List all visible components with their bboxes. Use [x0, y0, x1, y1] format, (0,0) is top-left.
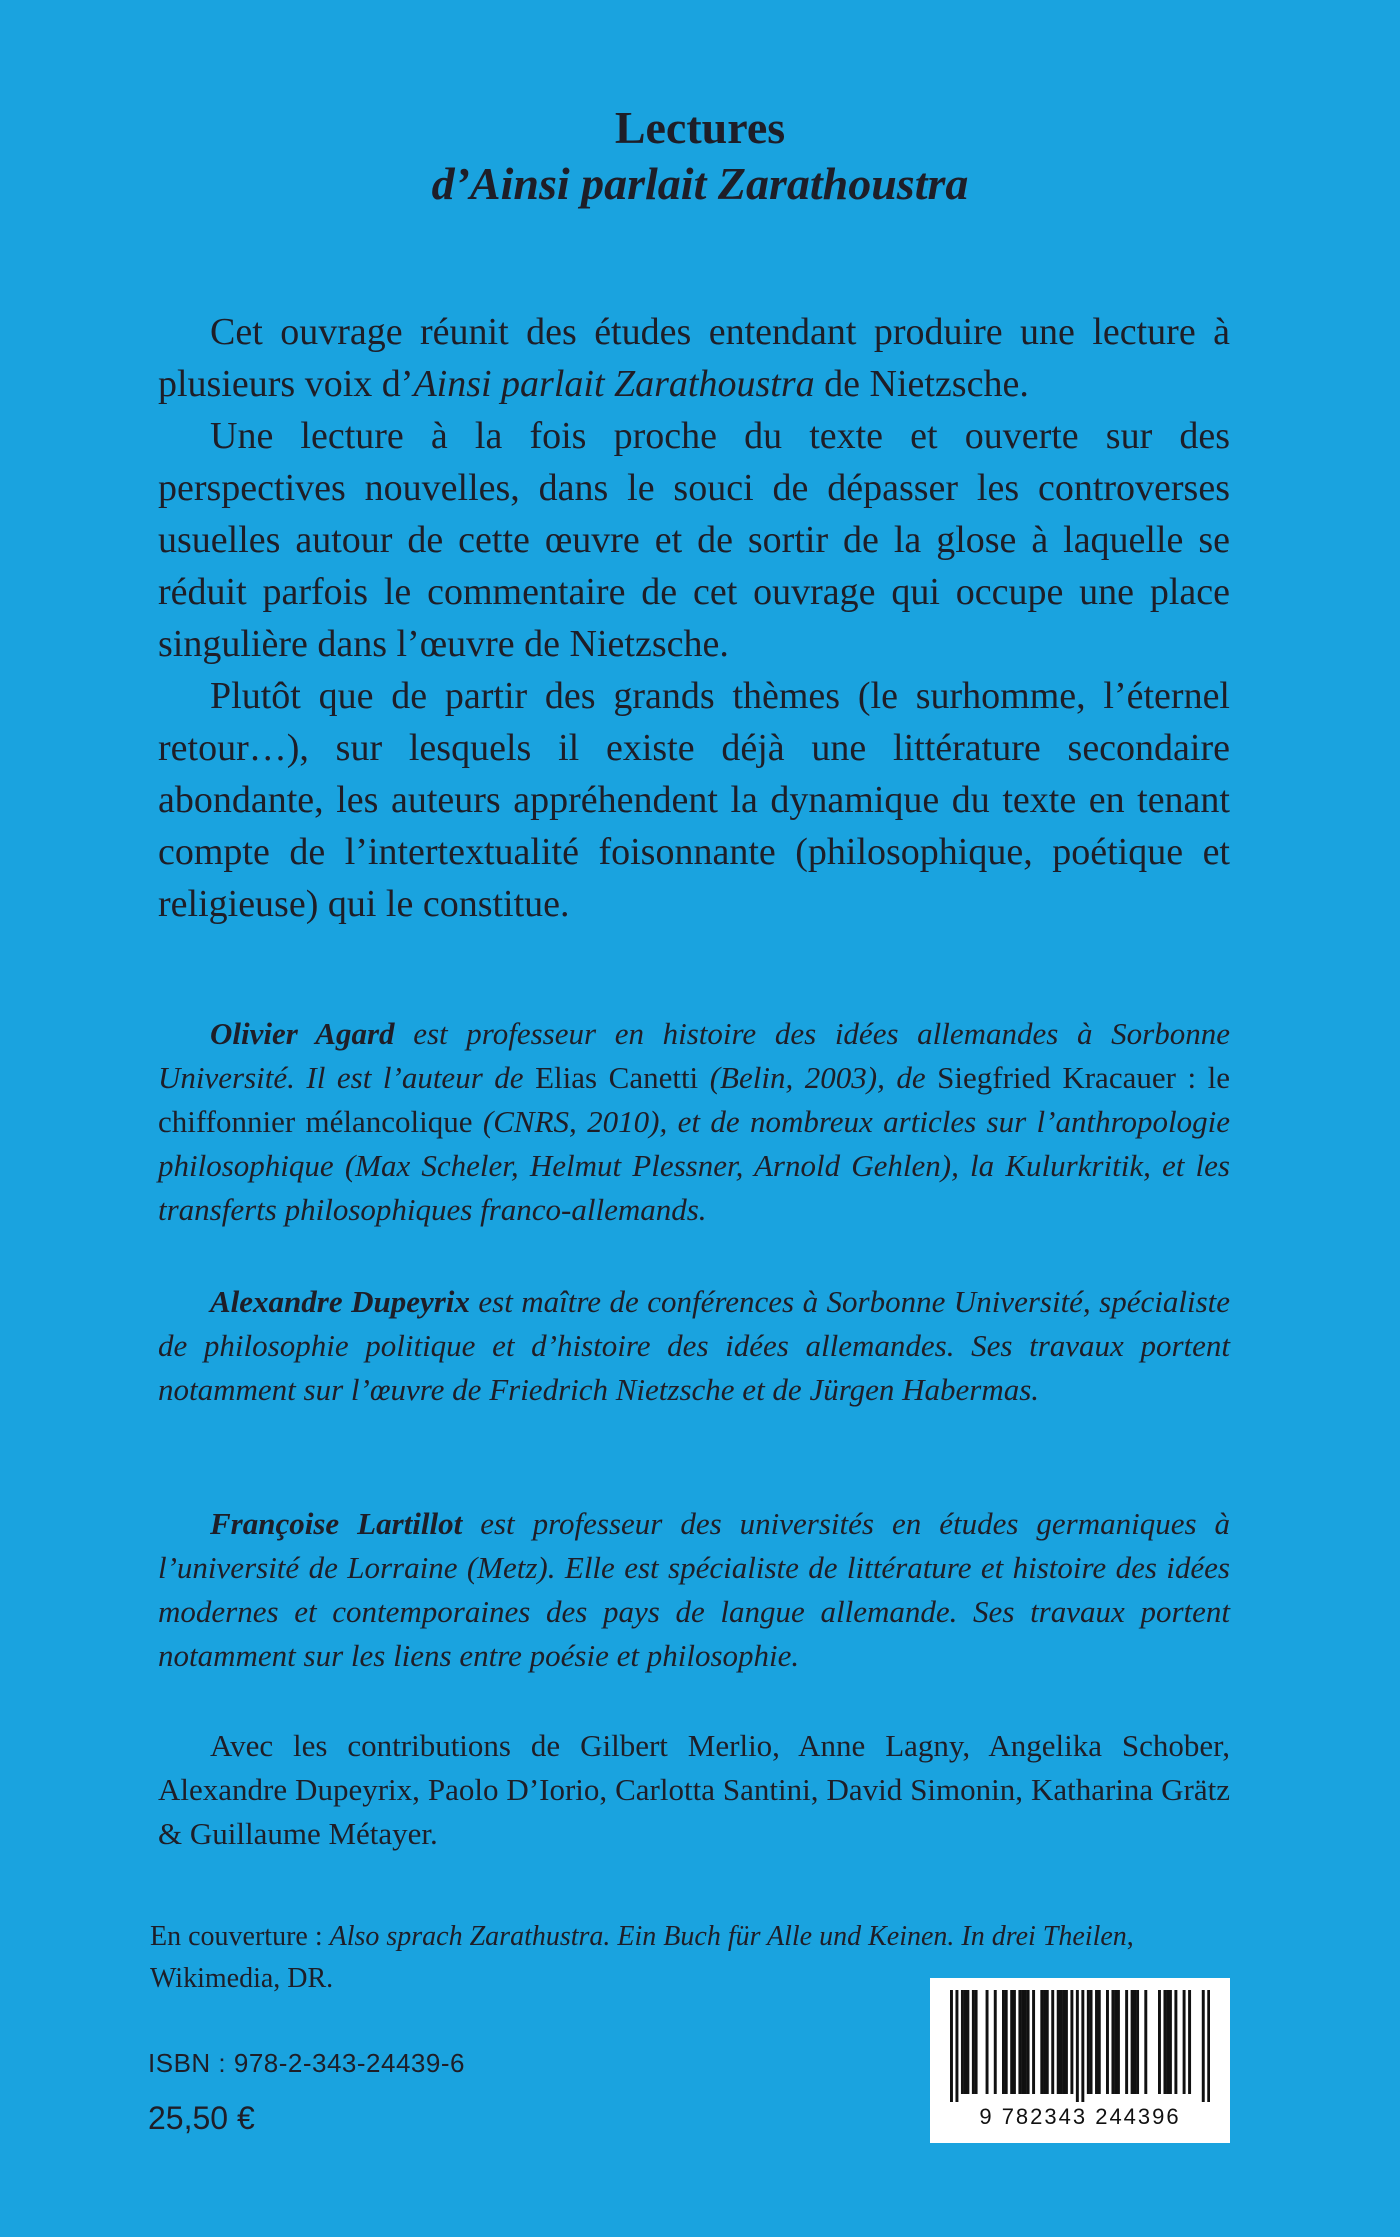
title-block [0, 100, 1400, 212]
barcode-bar [1081, 1990, 1084, 2102]
summary-paragraph-2: Une lecture à la fois proche du texte et ouverte sur des perspectives nouvelles, dans le souci de dépasser les controverses usuelles autour de cette œuvre et de sortir de la glose à laquelle se réduit parfois le commentaire de cet ouvrage qui occupe une place singulière dans l’œuvre de Nietzsche. [158, 415, 1230, 665]
barcode [930, 1978, 1230, 2143]
barcode-bar [1183, 1990, 1186, 2094]
author-bio-lartillot: Françoise Lartillot est professeur des universités en études germaniques à l’université de Lorraine (Metz). Elle est spécialiste de littérature et histoire des idées modernes et contemporaines des pays de langue allemande. Ses travaux portent notamment sur les liens entre poésie et philosophie. [158, 1506, 1231, 1673]
barcode-bar [1087, 1990, 1090, 2094]
isbn: ISBN : 978-2-343-24439-6 [148, 2048, 465, 2078]
barcode-bar [1024, 1990, 1027, 2094]
barcode-bar [1098, 1990, 1101, 2094]
barcode-bar [1065, 1990, 1068, 2094]
barcode-bar [1169, 1990, 1172, 2094]
barcode-bar [1188, 1990, 1191, 2094]
barcode-bar [1117, 1990, 1120, 2094]
author-name: Françoise Lartillot [210, 1506, 463, 1541]
barcode-bar [1136, 1990, 1139, 2094]
author-name: Olivier Agard [210, 1016, 395, 1051]
barcode-bar [1158, 1990, 1161, 2094]
summary-paragraph-1: Cet ouvrage réunit des études entendant produire une lecture à plusieurs voix d’Ainsi parlait Zarathoustra de Nietzsche. [158, 311, 1230, 405]
barcode-bar [1202, 1990, 1205, 2102]
barcode-bar [1040, 1990, 1043, 2094]
author-bio-agard: Olivier Agard est professeur en histoire des idées allemandes à Sorbonne Université. Il est l’auteur de Elias Canetti (Belin, 2003), de Siegfried Kracauer : le chiffonnier mélancolique (CNRS, 2010), et de nombreux articles sur l’anthropologie philosophique (Max Scheler, Helmut Plessner, Arnold Gehlen), la Kulurkritik, et les transferts philosophiques franco-allemands. [158, 1016, 1230, 1227]
author-name: Alexandre Dupeyrix [210, 1284, 470, 1319]
barcode-bar [1043, 1990, 1046, 2094]
barcode-bar [1207, 1990, 1210, 2102]
book-title-ref: Siegfried Kracauer : le chiffonnier mélancolique [158, 1060, 1230, 1139]
barcode-bars [950, 1990, 1210, 2102]
barcode-bar [964, 1990, 967, 2094]
cover-credits: En couverture : Also sprach Zarathustra. Ein Buch für Alle und Keinen. In drei Theilen, Wikimedia, DR. [150, 1921, 1134, 1994]
barcode-bar [1062, 1990, 1065, 2094]
contributors: Avec les contributions de Gilbert Merlio, Anne Lagny, Angelika Schober, Alexandre Dupeyrix, Paolo D’Iorio, Carlotta Santini, David Simonin, Katharina Grätz & Guillaume Métayer. [158, 1728, 1230, 1851]
barcode-bar [1111, 1990, 1114, 2094]
barcode-bar [1005, 1990, 1008, 2094]
barcode-bar [972, 1990, 975, 2094]
barcode-bar [975, 1990, 978, 2094]
barcode-bar [1013, 1990, 1016, 2094]
barcode-bar [1010, 1990, 1013, 2094]
barcode-bar [1125, 1990, 1128, 2094]
book-title-ref: Elias Canetti [535, 1060, 699, 1095]
author-bio-dupeyrix: Alexandre Dupeyrix est maître de conférences à Sorbonne Université, spécialiste de philosophie politique et d’histoire des idées allemandes. Ses travaux portent notamment sur l’œuvre de Friedrich Nietzsche et de Jürgen Habermas. [158, 1284, 1231, 1407]
barcode-bar [1090, 1990, 1093, 2094]
work-title: Ainsi parlait Zarathoustra [413, 363, 815, 405]
barcode-digits: 9 782343 244396 [979, 2104, 1181, 2129]
barcode-bar [1114, 1990, 1117, 2094]
barcode-bar [966, 1990, 969, 2094]
barcode-bar [1032, 1990, 1035, 2094]
barcode-bar [1166, 1990, 1169, 2094]
barcode-bar [961, 1990, 964, 2094]
barcode-bar [986, 1990, 989, 2094]
barcode-bar [1076, 1990, 1079, 2102]
barcode-bar [1106, 1990, 1109, 2094]
barcode-bar [1027, 1990, 1030, 2094]
barcode-bar [1131, 1990, 1134, 2094]
barcode-bar [1174, 1990, 1177, 2094]
barcode-bar [1021, 1990, 1024, 2094]
barcode-bar [994, 1990, 997, 2094]
barcode-bar [1133, 1990, 1136, 2094]
barcode-bar [1070, 1990, 1073, 2094]
barcode-bar [1018, 1990, 1021, 2094]
barcode-bar [1046, 1990, 1049, 2094]
barcode-bar [1002, 1990, 1005, 2094]
barcode-bar [955, 1990, 958, 2102]
barcode-bar [1057, 1990, 1060, 2094]
barcode-bar [1051, 1990, 1054, 2094]
price: 25,50 € [148, 2100, 255, 2136]
barcode-bar [1059, 1990, 1062, 2094]
barcode-bar [1095, 1990, 1098, 2094]
book-subtitle: d’Ainsi parlait Zarathoustra [431, 158, 969, 209]
barcode-bar [1163, 1990, 1166, 2094]
book-title: Lectures [614, 102, 786, 153]
barcode-bar [950, 1990, 953, 2102]
summary [158, 306, 1230, 930]
barcode-bar [1144, 1990, 1147, 2094]
summary-paragraph-3: Plutôt que de partir des grands thèmes (le surhomme, l’éternel retour…), sur lesquels il existe déjà une littérature secondaire abondante, les auteurs appréhendent la dynamique du texte en tenant compte de l’intertextualité foisonnante (philosophique, poétique et religieuse) qui le constitue. [158, 675, 1230, 925]
